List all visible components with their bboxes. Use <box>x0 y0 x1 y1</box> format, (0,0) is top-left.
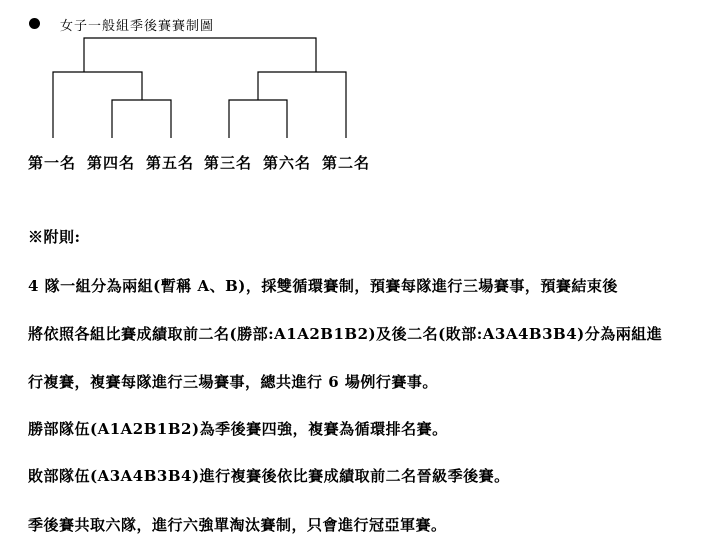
team-label-2: 第四名 <box>87 154 136 172</box>
appendix-title: ※附則: <box>28 228 81 246</box>
bracket-left-semi-line <box>53 72 142 138</box>
rule-line-5: 敗部隊伍(A3A4B3B4)進行複賽後依比賽成績取前二名晉級季後賽。 <box>28 467 510 485</box>
team-label-4: 第三名 <box>204 154 253 172</box>
bracket-left-quarter-line <box>112 100 171 138</box>
team-label-3: 第五名 <box>146 154 195 172</box>
page-heading: 女子一般組季後賽賽制圖 <box>60 19 215 34</box>
rule-line-2: 將依照各組比賽成績取前二名(勝部:A1A2B1B2)及後二名(敗部:A3A4B3B4)分為兩組進 <box>28 325 663 343</box>
team-label-6: 第二名 <box>322 154 371 172</box>
bracket-right-semi-line <box>258 72 346 138</box>
team-label-5: 第六名 <box>263 154 312 172</box>
rule-line-4: 勝部隊伍(A1A2B1B2)為季後賽四強，複賽為循環排名賽。 <box>28 420 448 438</box>
team-label-1: 第一名 <box>28 154 77 172</box>
bracket-final-line <box>84 38 316 72</box>
rule-line-3: 行複賽，複賽每隊進行三場賽事，總共進行 6 場例行賽事。 <box>28 373 438 391</box>
rule-line-6: 季後賽共取六隊，進行六強單淘汰賽制，只會進行冠亞軍賽。 <box>28 516 447 534</box>
bracket-right-quarter-line <box>229 100 287 138</box>
rule-line-1: 4 隊一組分為兩組(暫稱 A、B)，採雙循環賽制，預賽每隊進行三場賽事，預賽結束後 <box>28 277 618 295</box>
